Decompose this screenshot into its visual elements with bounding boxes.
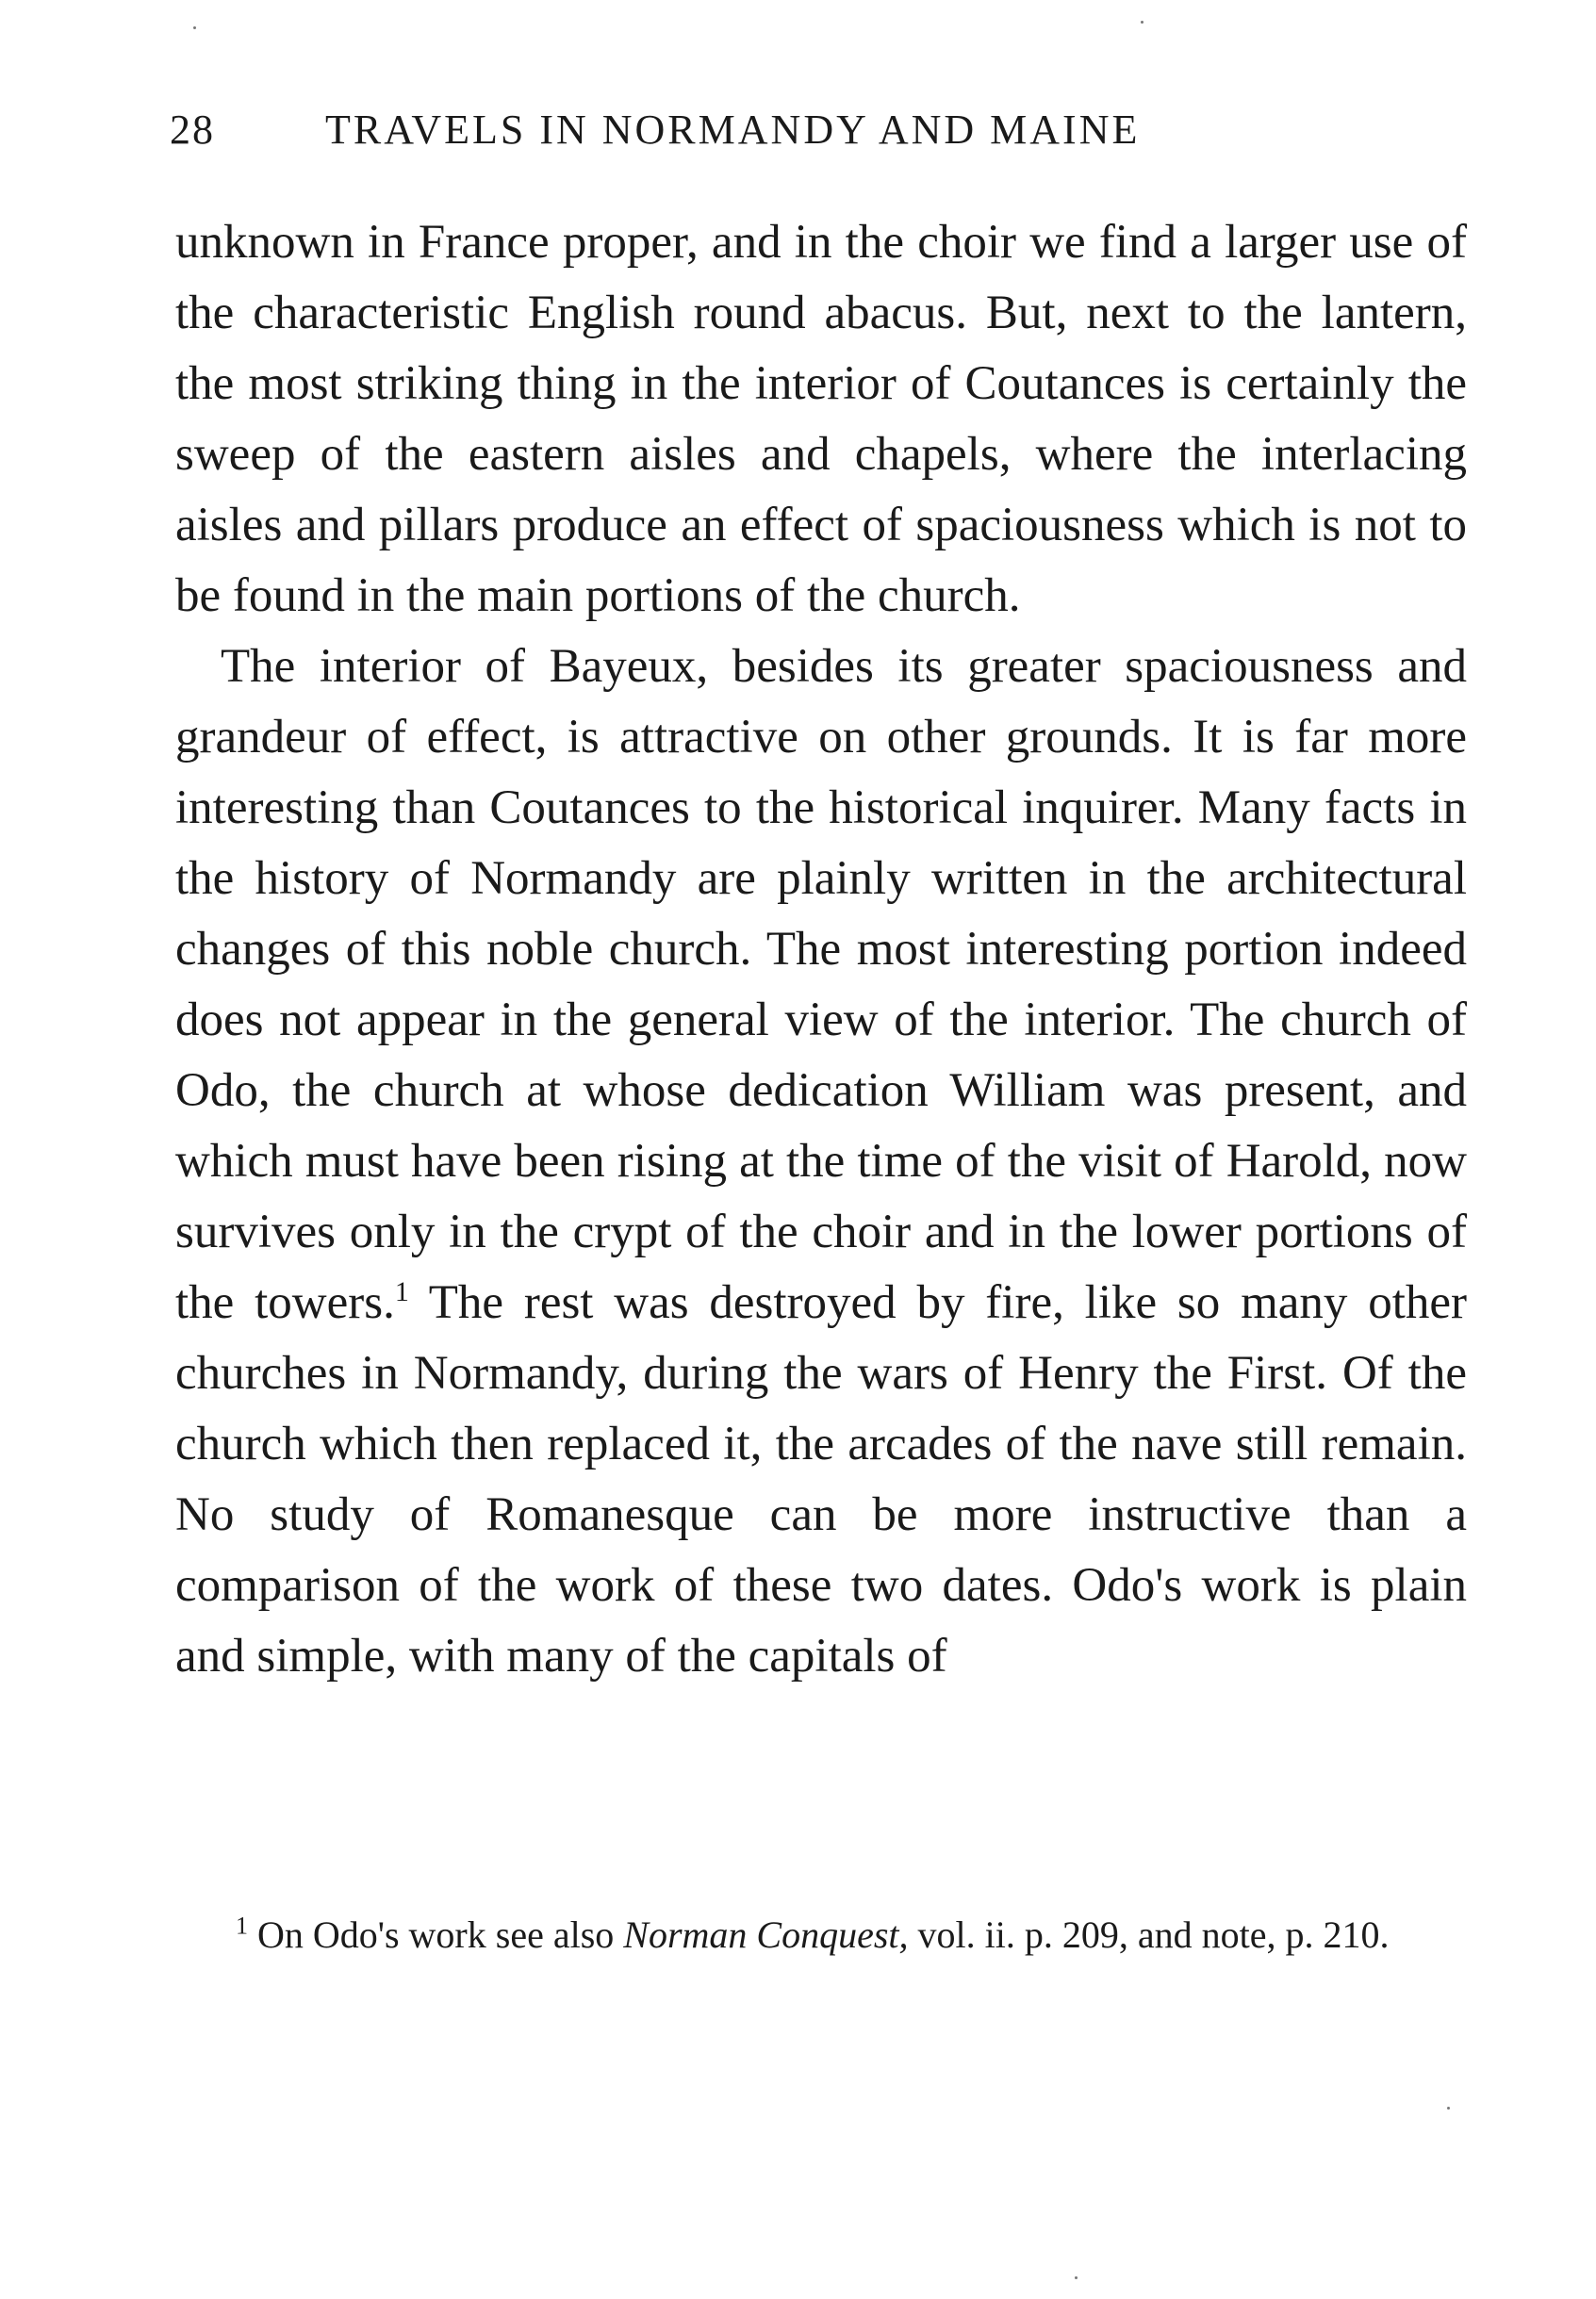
paragraph-2	[175, 632, 1467, 1692]
paragraph-2-text: The interior of Bayeux, besides its greater spaciousness and grandeur of effect, is attractive on other grounds. It is far more interesting than Coutances to the historical inquirer. Many facts in the history of Normandy are plainly written in the architectural changes of this noble church. The most interesting portion indeed does not appear in the general view of the interior. The church of Odo, the church at whose dedication William was present, and which must have been rising at the time of the visit of Harold, now survives only in the crypt of the choir and in the lower portions of the towers.	[175, 640, 1467, 1329]
footnotes	[198, 1909, 1467, 1962]
page-number: 28	[170, 107, 215, 153]
body-text	[175, 207, 1467, 1692]
speck	[1447, 2107, 1450, 2110]
paragraph-2-continuation: The rest was destroyed by fire, like so many other churches in Normandy, during the wars of Henry the First. Of the church which then replaced it, the arcades of the nave still remain. No study of Romanesque can be more instructive than a comparison of the work of these two dates. Odo's work is plain and simple, with many of the capitals of	[175, 1276, 1467, 1683]
footnote-italic-title: Norman Conquest,	[623, 1913, 909, 1956]
footnote-1	[198, 1909, 1467, 1962]
speck	[1075, 2276, 1078, 2279]
footnote-text: On Odo's work see also	[248, 1913, 624, 1956]
page-header	[170, 106, 1471, 162]
footnote-marker: 1	[236, 1912, 248, 1940]
running-title: TRAVELS IN NORMANDY AND MAINE	[325, 107, 1141, 153]
paragraph-1: unknown in France proper, and in the choir we find a larger use of the characteristic English round abacus. But, next to the lantern, the most striking thing in the interior of Coutances is certainly the sweep of the eastern aisles and chapels, where the interlacing aisles and pillars produce an effect of spaciousness which is not to be found in the main portions of the church.	[175, 216, 1467, 622]
footnote-text-end: vol. ii. p. 209, and note, p. 210.	[908, 1913, 1390, 1956]
footnote-reference: 1	[394, 1276, 409, 1307]
speck	[1141, 21, 1144, 24]
speck	[193, 26, 196, 29]
